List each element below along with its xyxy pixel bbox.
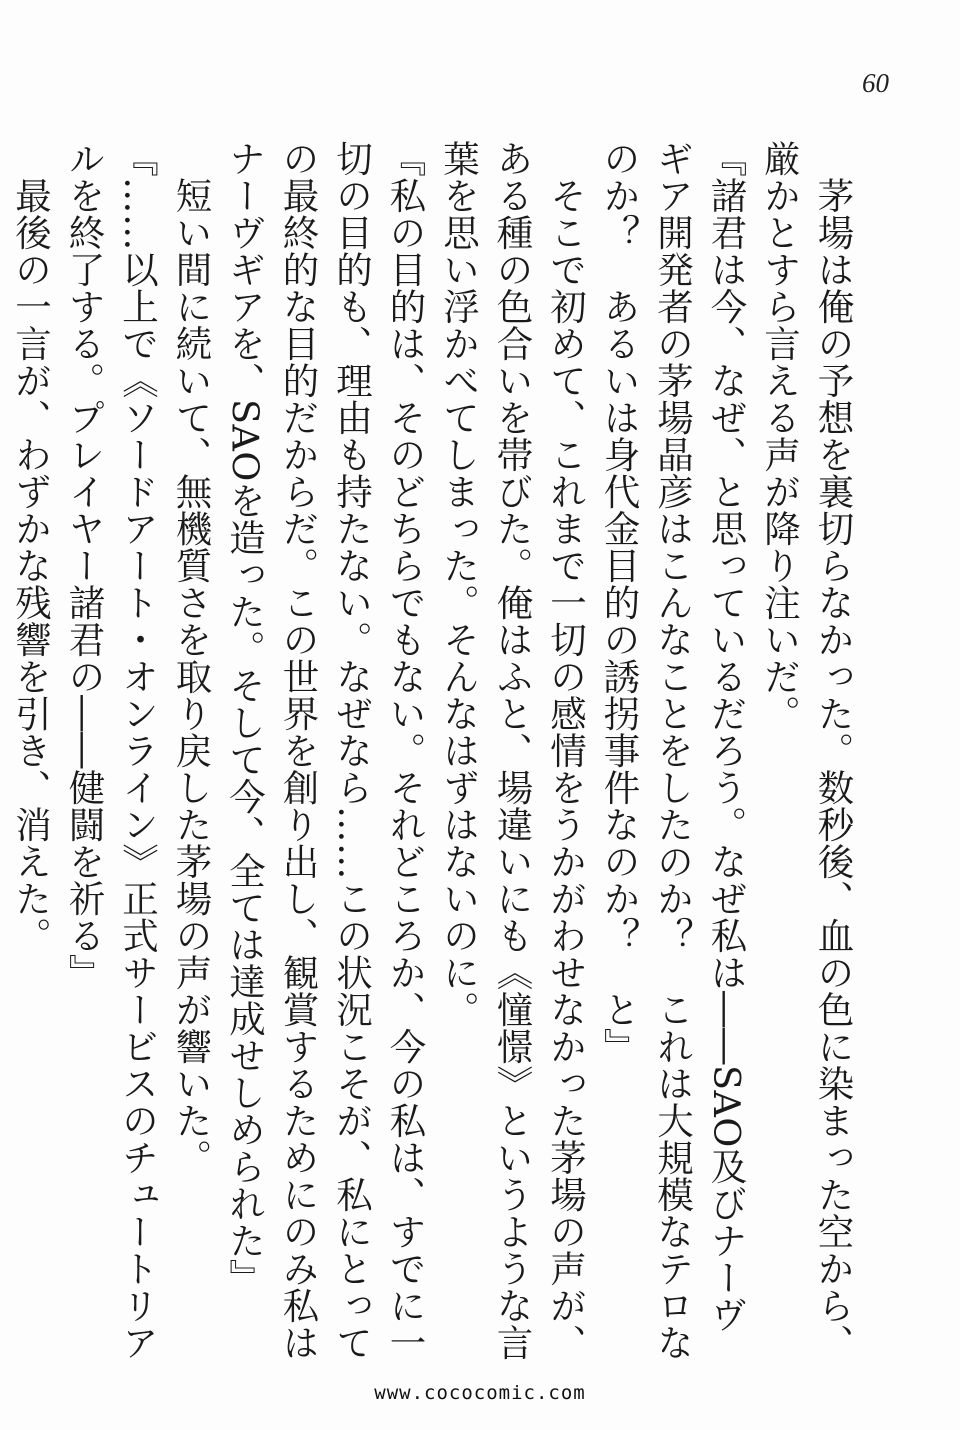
- paragraph: 『諸君は今、なぜ、と思っているだろう。なぜ私は――SAO及びナーヴギア開発者の茅場晶彦はこんなことをしたのか？ これは大規模なテロなのか？ あるいは身代金目的の誘拐事件なのか？ と』: [598, 140, 748, 1361]
- paragraph: 『……以上で《ソードアート・オンライン》正式サービスのチュートリアルを終了する。プレイヤー諸君の――健闘を祈る』: [63, 140, 160, 1361]
- page-number: 60: [862, 68, 889, 98]
- paragraph: 『私の目的は、そのどちらでもない。それどころか、今の私は、すでに一切の目的も、理由も持たない。なぜなら……この状況こそが、私にとっての最終的な目的だからだ。この世界を創り出し、観賞するためにのみ私はナーヴギアを、SAOを造った。そして今、全ては達成せしめられた』: [223, 140, 427, 1361]
- paragraph: [0, 140, 4, 1365]
- watermark-url: www.cococomic.com: [374, 1382, 586, 1404]
- paragraph: 短い間に続いて、無機質さを取り戻した茅場の声が響いた。: [170, 176, 213, 1176]
- paragraph: そこで初めて、これまで一切の感情をうかがわせなかった茅場の声が、ある種の色合いを帯びた。俺はふと、場違いにも《憧憬》というような言葉を思い浮かべてしまった。そんなはずはないのに。: [437, 140, 588, 1361]
- paragraph: 茅場は俺の予想を裏切らなかった。数秒後、血の色に染まった空から、厳かとすら言える声が降り注いだ。: [758, 140, 855, 1361]
- body-text: [9, 140, 860, 1365]
- paragraph: 最後の一言が、わずかな残響を引き、消えた。: [9, 176, 53, 954]
